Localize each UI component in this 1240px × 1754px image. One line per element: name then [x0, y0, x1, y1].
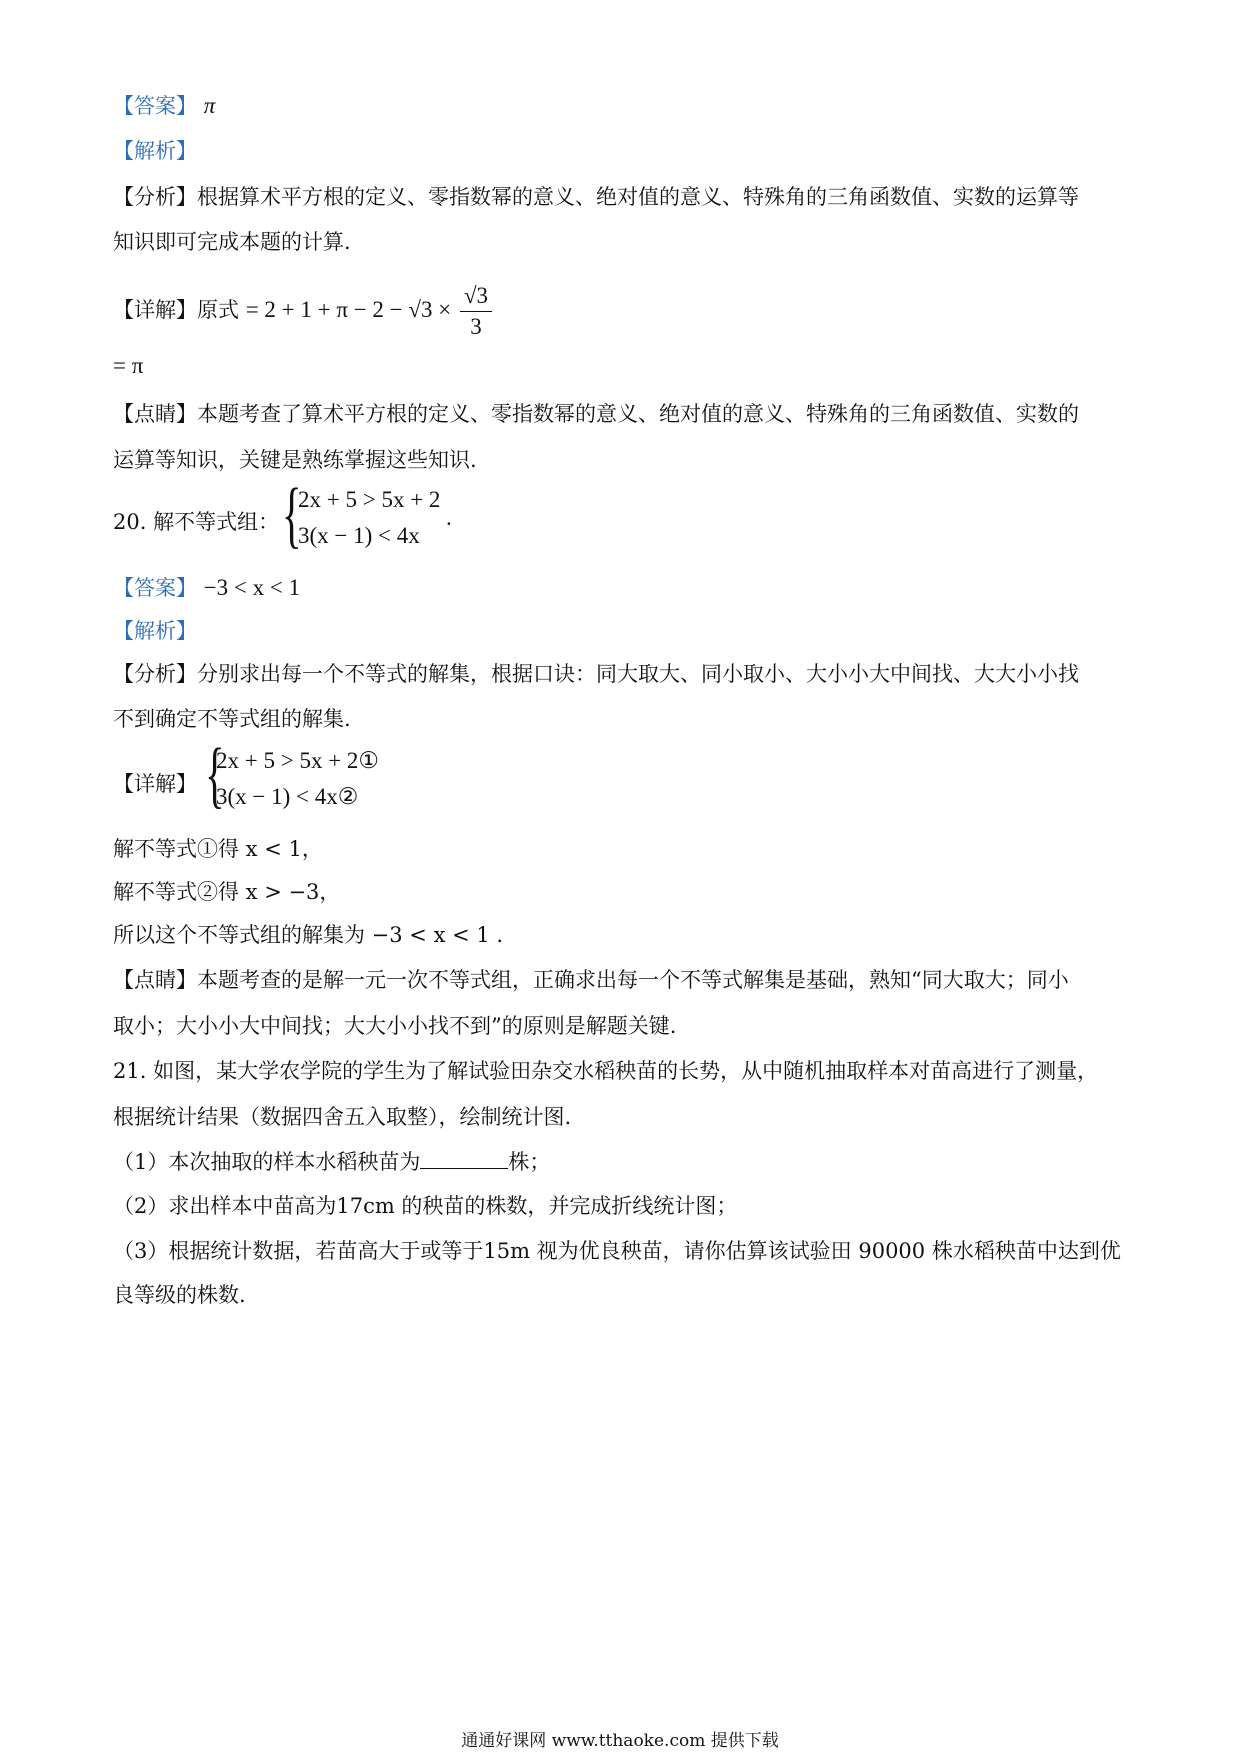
comment-text: 本题考查了算术平方根的定义、零指数幂的意义、绝对值的意义、特殊角的三角函数值、实数的	[197, 402, 1079, 426]
part-2: （2）求出样本中苗高为17cm 的秧苗的株数，并完成折线统计图；	[113, 1194, 738, 1218]
comment-tag: 【点睛】	[113, 968, 197, 992]
fenxi-tag: 【分析】	[113, 662, 197, 686]
fenxi-line-1	[113, 660, 1079, 688]
footer-watermark: 通通好课网 www.tthaoke.com 提供下载	[461, 1731, 779, 1751]
comment-tag: 【点睛】	[113, 402, 197, 426]
part-3-line-1: （3）根据统计数据，若苗高大于或等于15m 视为优良秧苗，请你估算该试验田 90000 株水稻秧苗中达到优	[113, 1239, 1121, 1263]
answer-value: π	[203, 93, 216, 118]
fenxi-text: 分别求出每一个不等式的解集，根据口诀：同大取大、同小取小、大小小大中间找、大大小小找	[197, 662, 1079, 686]
fenxi-text: 根据算术平方根的定义、零指数幂的意义、绝对值的意义、特殊角的三角函数值、实数的运算等	[197, 185, 1079, 209]
fenxi-line-2: 知识即可完成本题的计算.	[113, 230, 351, 254]
fraction-denominator: 3	[470, 314, 482, 339]
question-20-stem: 20. 解不等式组：	[113, 510, 280, 534]
comment-line-2: 运算等知识，关键是熟练掌握这些知识.	[113, 448, 477, 472]
answer-blank[interactable]	[420, 1150, 508, 1169]
analysis-tag: 【解析】	[113, 619, 197, 643]
stem-period: .	[446, 505, 452, 530]
detail-result: = π	[113, 353, 144, 378]
answer-value: −3 < x < 1	[203, 575, 301, 600]
detail-inequality-1: 2x + 5 > 5x + 2①	[216, 748, 380, 773]
fenxi-tag: 【分析】	[113, 185, 197, 209]
detail-tag: 【详解】	[113, 298, 197, 322]
answer-row-19	[113, 92, 215, 120]
fraction-numerator: √3	[460, 281, 492, 312]
comment-line-1	[113, 966, 1069, 994]
detail-row-19	[113, 280, 492, 342]
solution-step-1: 解不等式①得 x < 1，	[113, 837, 323, 861]
part-1-text: （1）本次抽取的样本水稻秧苗为	[113, 1150, 421, 1174]
answer-tag: 【答案】	[113, 576, 197, 600]
system-brace: {	[282, 474, 302, 556]
part-3-line-2: 良等级的株数.	[113, 1283, 246, 1307]
comment-line-1	[113, 400, 1079, 428]
detail-tag: 【详解】	[113, 772, 197, 796]
part-1	[113, 1148, 550, 1176]
detail-system-brace: {	[205, 734, 225, 816]
answer-row-20	[113, 574, 300, 602]
question-21-line-2: 根据统计结果（数据四舍五入取整），绘制统计图.	[113, 1105, 572, 1129]
answer-tag: 【答案】	[113, 94, 197, 118]
comment-text: 本题考查的是解一元一次不等式组，正确求出每一个不等式解集是基础，熟知“同大取大；同小	[197, 968, 1069, 992]
system-inequality-2: 3(x − 1) < 4x	[298, 523, 420, 548]
detail-expression: = 2 + 1 + π − 2 − √3 ×	[245, 297, 452, 322]
comment-line-2: 取小；大小小大中间找；大大小小找不到”的原则是解题关键.	[113, 1014, 677, 1038]
system-inequality-1: 2x + 5 > 5x + 2	[298, 487, 441, 512]
solution-step-2: 解不等式②得 x > −3，	[113, 880, 341, 904]
solution-step-3: 所以这个不等式组的解集为 −3 < x < 1 .	[113, 923, 504, 947]
question-21-line-1: 21. 如图，某大学农学院的学生为了解试验田杂交水稻秧苗的长势，从中随机抽取样本对苗高进行了测量，	[113, 1059, 1099, 1083]
detail-inequality-2: 3(x − 1) < 4x②	[216, 784, 359, 809]
part-1-unit: 株；	[508, 1150, 551, 1174]
detail-prefix: 原式	[197, 298, 239, 322]
fraction	[460, 281, 492, 342]
fenxi-line-2: 不到确定不等式组的解集.	[113, 707, 351, 731]
fenxi-line-1	[113, 183, 1079, 211]
analysis-tag: 【解析】	[113, 139, 197, 163]
